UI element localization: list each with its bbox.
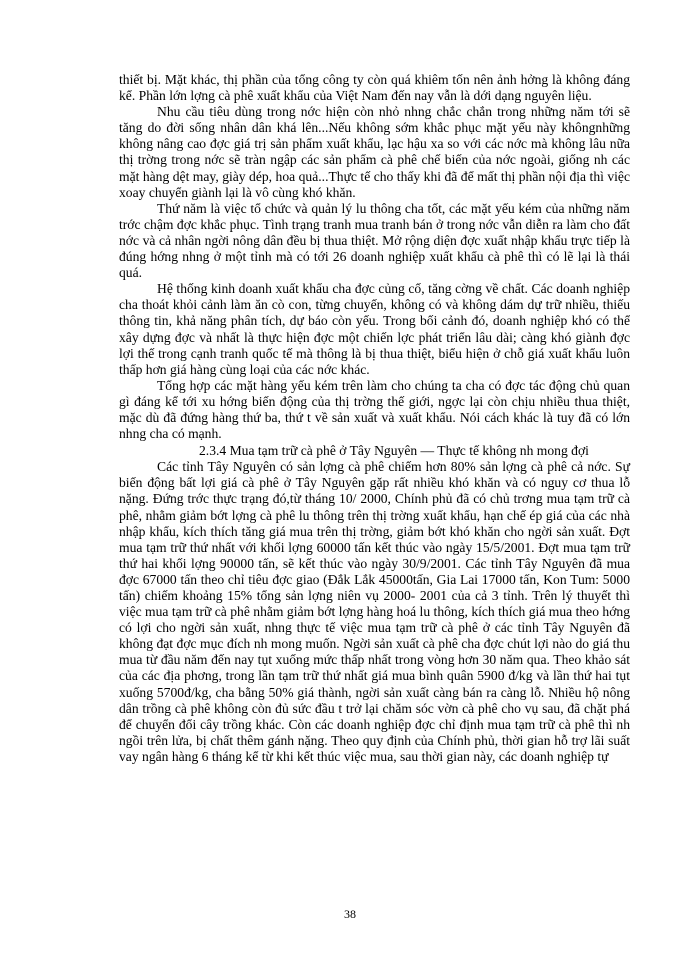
paragraph-4: Hệ thống kinh doanh xuất khẩu cha đợc củng cố, tăng cờng về chất. Các doanh nghiệp cha thoát khỏi cảnh làm ăn cò con, từng chuyến, không có và không dám dự trữ nhiều, thiếu thông tin, khả năng phân tích, dự báo còn yếu. Trong bối cảnh đó, doanh nghiệp khó có thể xây dựng đợc và nhất là thực hiện đợc một chiến lợc phát triển lâu dài; càng khó giành đợc lợi thế trong cạnh tranh quốc tế mà thông là bị thua thiệt, biểu hiện ở chỗ giá xuất khẩu luôn thấp hơn giá hàng cùng loại của các nớc khác. bbox=[119, 281, 630, 377]
section-paragraph-1: Các tỉnh Tây Nguyên có sản lợng cà phê chiếm hơn 80% sản lợng cà phê cả nớc. Sự biến động bất lợi giá cà phê ở Tây Nguyên gặp rất nhiều khó khăn và có nguy cơ thua lỗ nặng. Đứng trớc thực trạng đó,từ tháng 10/ 2000, Chính phủ đã có chủ trơng mua tạm trữ cà phê, nhằm giảm bớt lợng cà phê lu thông trên thị trờng xuất khẩu, hạn chế ép giá của các nhà nhập khẩu, kích thích tăng giá mua trên thị trờng, giảm bớt khó khăn cho ngời sản xuất. Đợt mua tạm trữ thứ nhất với khối lợng 60000 tấn kết thúc vào ngày 15/5/2001. Đợt mua tạm trữ thứ hai khối lợng 90000 tấn, sẽ kết thúc vào ngày 30/9/2001. Các tỉnh Tây Nguyên đã mua đợc 67000 tấn theo chỉ tiêu đợc giao (Đắk Lắk 45000tấn, Gia Lai 17000 tấn, Kon Tum: 5000 tấn) chiếm khoảng 15% tổng sản lợng niên vụ 2000- 2001 của cả 3 tỉnh. Trên lý thuyết thì việc mua tạm trữ cà phê nhằm giảm bớt lợng hàng hoá lu thông, kích thích giá mua theo hớng có lợi cho ngời sản xuất, nhng thực tế việc mua tạm trữ cà phê ở các tỉnh Tây Nguyên đã không đạt đợc mục đích nh mong muốn. Ngời sản xuất cà phê cha đợc chút lợi nào do giá thu mua từ đầu năm đến nay tụt xuống mức thấp nhất trong vòng hơn 30 năm qua. Theo khảo sát của các địa phơng, trong lần tạm trữ thứ nhất giá mua bình quân 5900 đ/kg và lần thứ hai tụt xuống 5700đ/kg, cha bằng 50% giá thành, ngời sản xuất càng bán ra càng lỗ. Nhiều hộ nông dân trồng cà phê không còn đủ sức đầu t trở lại chăm sóc vờn cà phê cho vụ sau, đã chặt phá để chuyển đổi cây trồng khác. Còn các doanh nghiệp đợc chỉ định mua tạm trữ cà phê thì nh ngồi trên lửa, bị chất thêm gánh nặng. Theo quy định của Chính phủ, thời gian hỗ trợ lãi suất vay ngân hàng 6 tháng kể từ khi kết thúc việc mua, sau thời gian này, các doanh nghiệp tự bbox=[119, 459, 630, 764]
page-number: 38 bbox=[344, 907, 356, 921]
paragraph-2: Nhu cầu tiêu dùng trong nớc hiện còn nhỏ nhng chắc chắn trong những năm tới sẽ tăng do đời sống nhân dân khá lên...Nếu không sớm khắc phục mặt yếu này khôngnhững không nâng cao đợc giá trị sản phẩm xuất khẩu, lạc hậu xa so với các nớc mà không lâu nữa thị trờng trong nớc sẽ tràn ngập các sản phẩm cà phê chế biến của nớc ngoài, giống nh các mặt hàng dệt may, giày dép, hoa quả...Thực tế cho thấy khi đã để mất thị phần nội địa thì việc xoay chuyển giành lại là vô cùng khó khăn. bbox=[119, 104, 630, 200]
section-heading: 2.3.4 Mua tạm trữ cà phê ở Tây Nguyên — Thực tế không nh mong đợi bbox=[199, 443, 589, 459]
paragraph-1: thiết bị. Mặt khác, thị phần của tổng công ty còn quá khiêm tốn nên ảnh hởng là không đáng kể. Phần lớn lợng cà phê xuất khẩu của Việt Nam đến nay vẫn là dới dạng nguyên liệu. bbox=[119, 72, 630, 104]
paragraph-5: Tổng hợp các mặt hàng yếu kém trên làm cho chúng ta cha có đợc tác động chủ quan gì đáng kể tới xu hớng biến động của thị trờng thế giới, ngợc lại còn chịu nhiều thua thiệt, mặc dù đã đứng hàng thứ ba, thứ t về sản xuất và xuất khẩu. Nói cách khác là tuy đã có lớn nhng cha có mạnh. bbox=[119, 377, 630, 442]
paragraph-3: Thứ năm là việc tổ chức và quản lý lu thông cha tốt, các mặt yếu kém của những năm trớc chậm đợc khắc phục. Tình trạng tranh mua tranh bán ở trong nớc vẫn diễn ra làm cho đất nớc và cả nhân ngời nông dân đều bị thua thiệt. Mở rộng diện đợc xuất nhập khẩu trực tiếp là đúng hớng nhng ở một tỉnh mà có tới 26 doanh nghiệp xuất khẩu cà phê thì có lẽ lại là thái quá. bbox=[119, 200, 630, 281]
